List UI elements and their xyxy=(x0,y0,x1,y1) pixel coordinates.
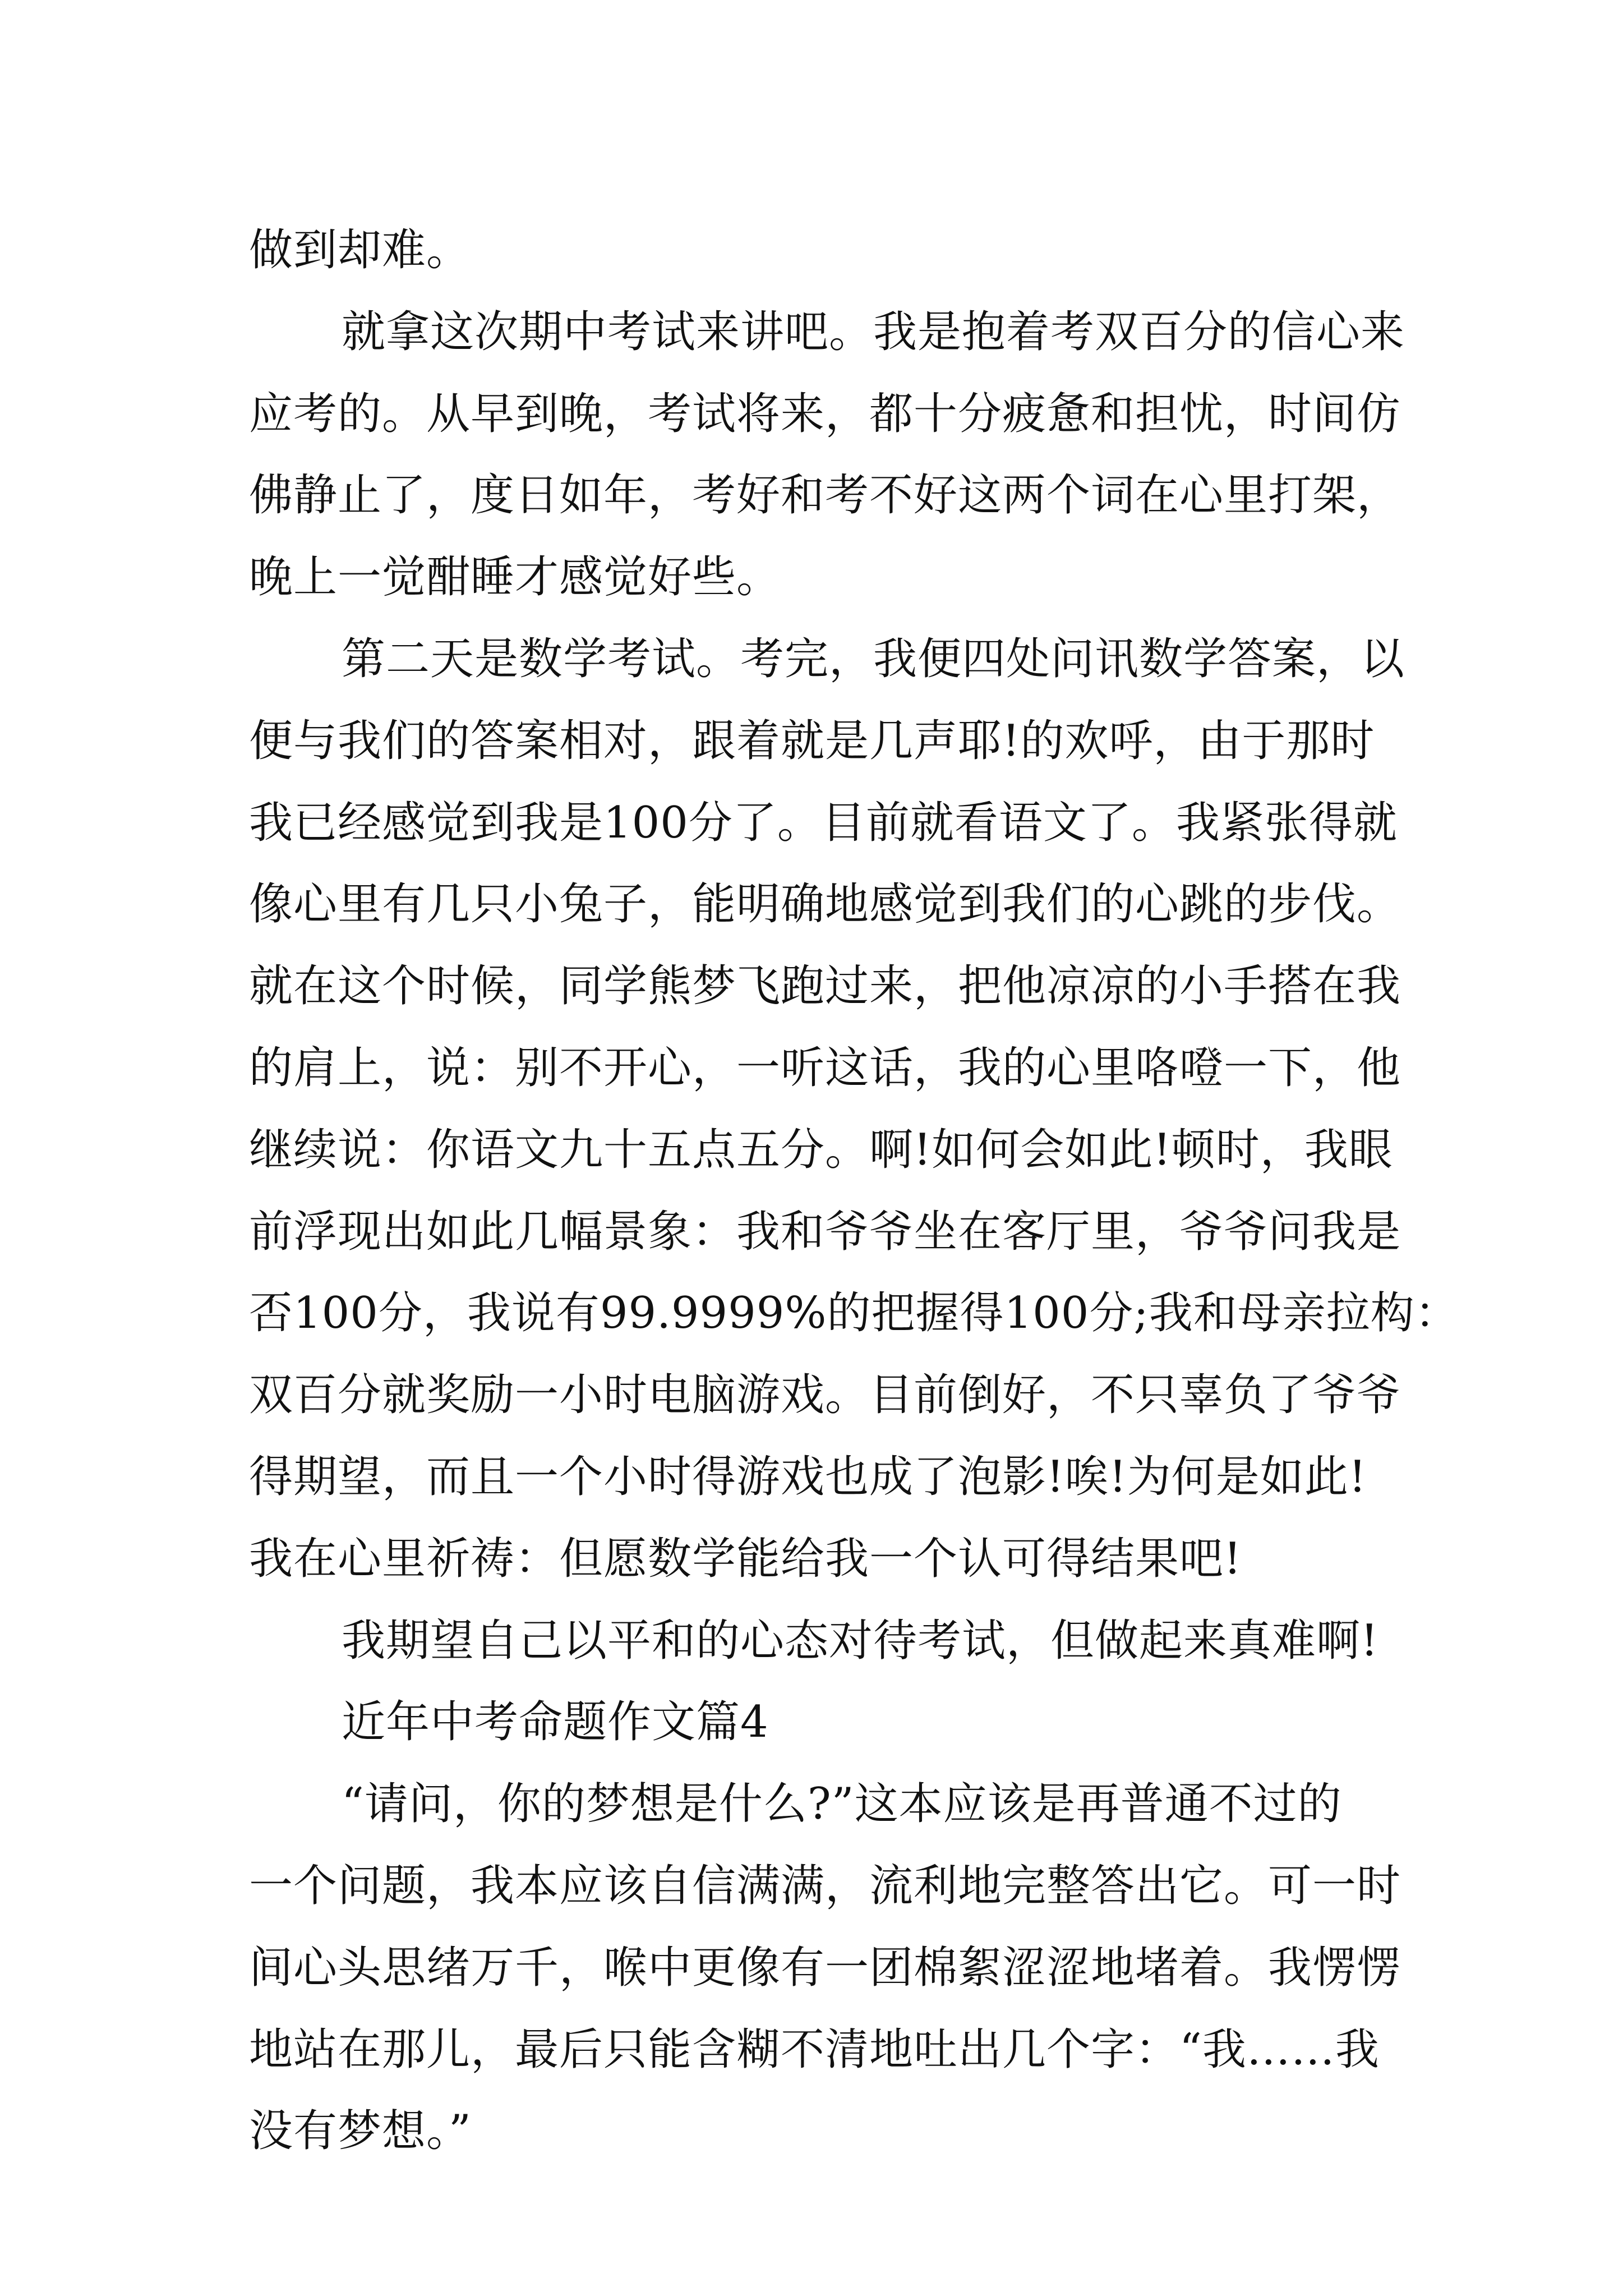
text-line: 继续说：你语文九十五点五分。啊!如何会如此!顿时，我眼 xyxy=(249,1124,1393,1175)
text-line: 一个问题，我本应该自信满满，流利地完整答出它。可一时 xyxy=(249,1860,1401,1911)
text-line: 前浮现出如此几幅景象：我和爷爷坐在客厅里，爷爷问我是 xyxy=(249,1206,1401,1257)
text-line: 双百分就奖励一小时电脑游戏。目前倒好，不只辜负了爷爷 xyxy=(249,1370,1401,1421)
paragraph-start-line: 第二天是数学考试。考完，我便四处问讯数学答案，以 xyxy=(342,633,1405,684)
paragraph-start-line: 就拿这次期中考试来讲吧。我是抱着考双百分的信心来 xyxy=(342,306,1405,357)
text-line: 我已经感觉到我是100分了。目前就看语文了。我紧张得就 xyxy=(249,797,1398,848)
text-line: 就在这个时候，同学熊梦飞跑过来，把他凉凉的小手搭在我 xyxy=(249,961,1401,1012)
paragraph-start-line: 我期望自己以平和的心态对待考试，但做起来真难啊! xyxy=(342,1615,1379,1666)
text-line: 得期望，而且一个小时得游戏也成了泡影!唉!为何是如此! xyxy=(249,1451,1367,1502)
text-line: 佛静止了，度日如年，考好和考不好这两个词在心里打架， xyxy=(249,470,1401,521)
document-body xyxy=(249,210,1459,2173)
text-line: 我在心里祈祷：但愿数学能给我一个认可得结果吧! xyxy=(249,1533,1242,1584)
paragraph-start-line: “请问，你的梦想是什么?”这本应该是再普通不过的 xyxy=(342,1779,1342,1830)
text-line: 否100分，我说有99.9999%的把握得100分;我和母亲拉构： xyxy=(249,1288,1459,1339)
text-line: 做到却难。 xyxy=(249,225,471,275)
text-line: 地站在那儿，最后只能含糊不清地吐出几个字：“我……我 xyxy=(249,2024,1380,2075)
text-line: 间心头思绪万千，喉中更像有一团棉絮涩涩地堵着。我愣愣 xyxy=(249,1942,1401,1993)
text-line: 便与我们的答案相对，跟着就是几声耶!的欢呼，由于那时 xyxy=(249,715,1375,766)
section-heading: 近年中考命题作文篇4 xyxy=(342,1697,769,1748)
text-line: 像心里有几只小兔子，能明确地感觉到我们的心跳的步伐。 xyxy=(249,879,1401,930)
text-line: 没有梦想。” xyxy=(249,2106,472,2157)
text-line: 的肩上，说：别不开心，一听这话，我的心里咯噔一下，他 xyxy=(249,1042,1401,1093)
text-line: 应考的。从早到晚，考试将来，都十分疲惫和担忧，时间仿 xyxy=(249,388,1401,439)
text-line: 晚上一觉酣睡才感觉好些。 xyxy=(249,552,781,603)
